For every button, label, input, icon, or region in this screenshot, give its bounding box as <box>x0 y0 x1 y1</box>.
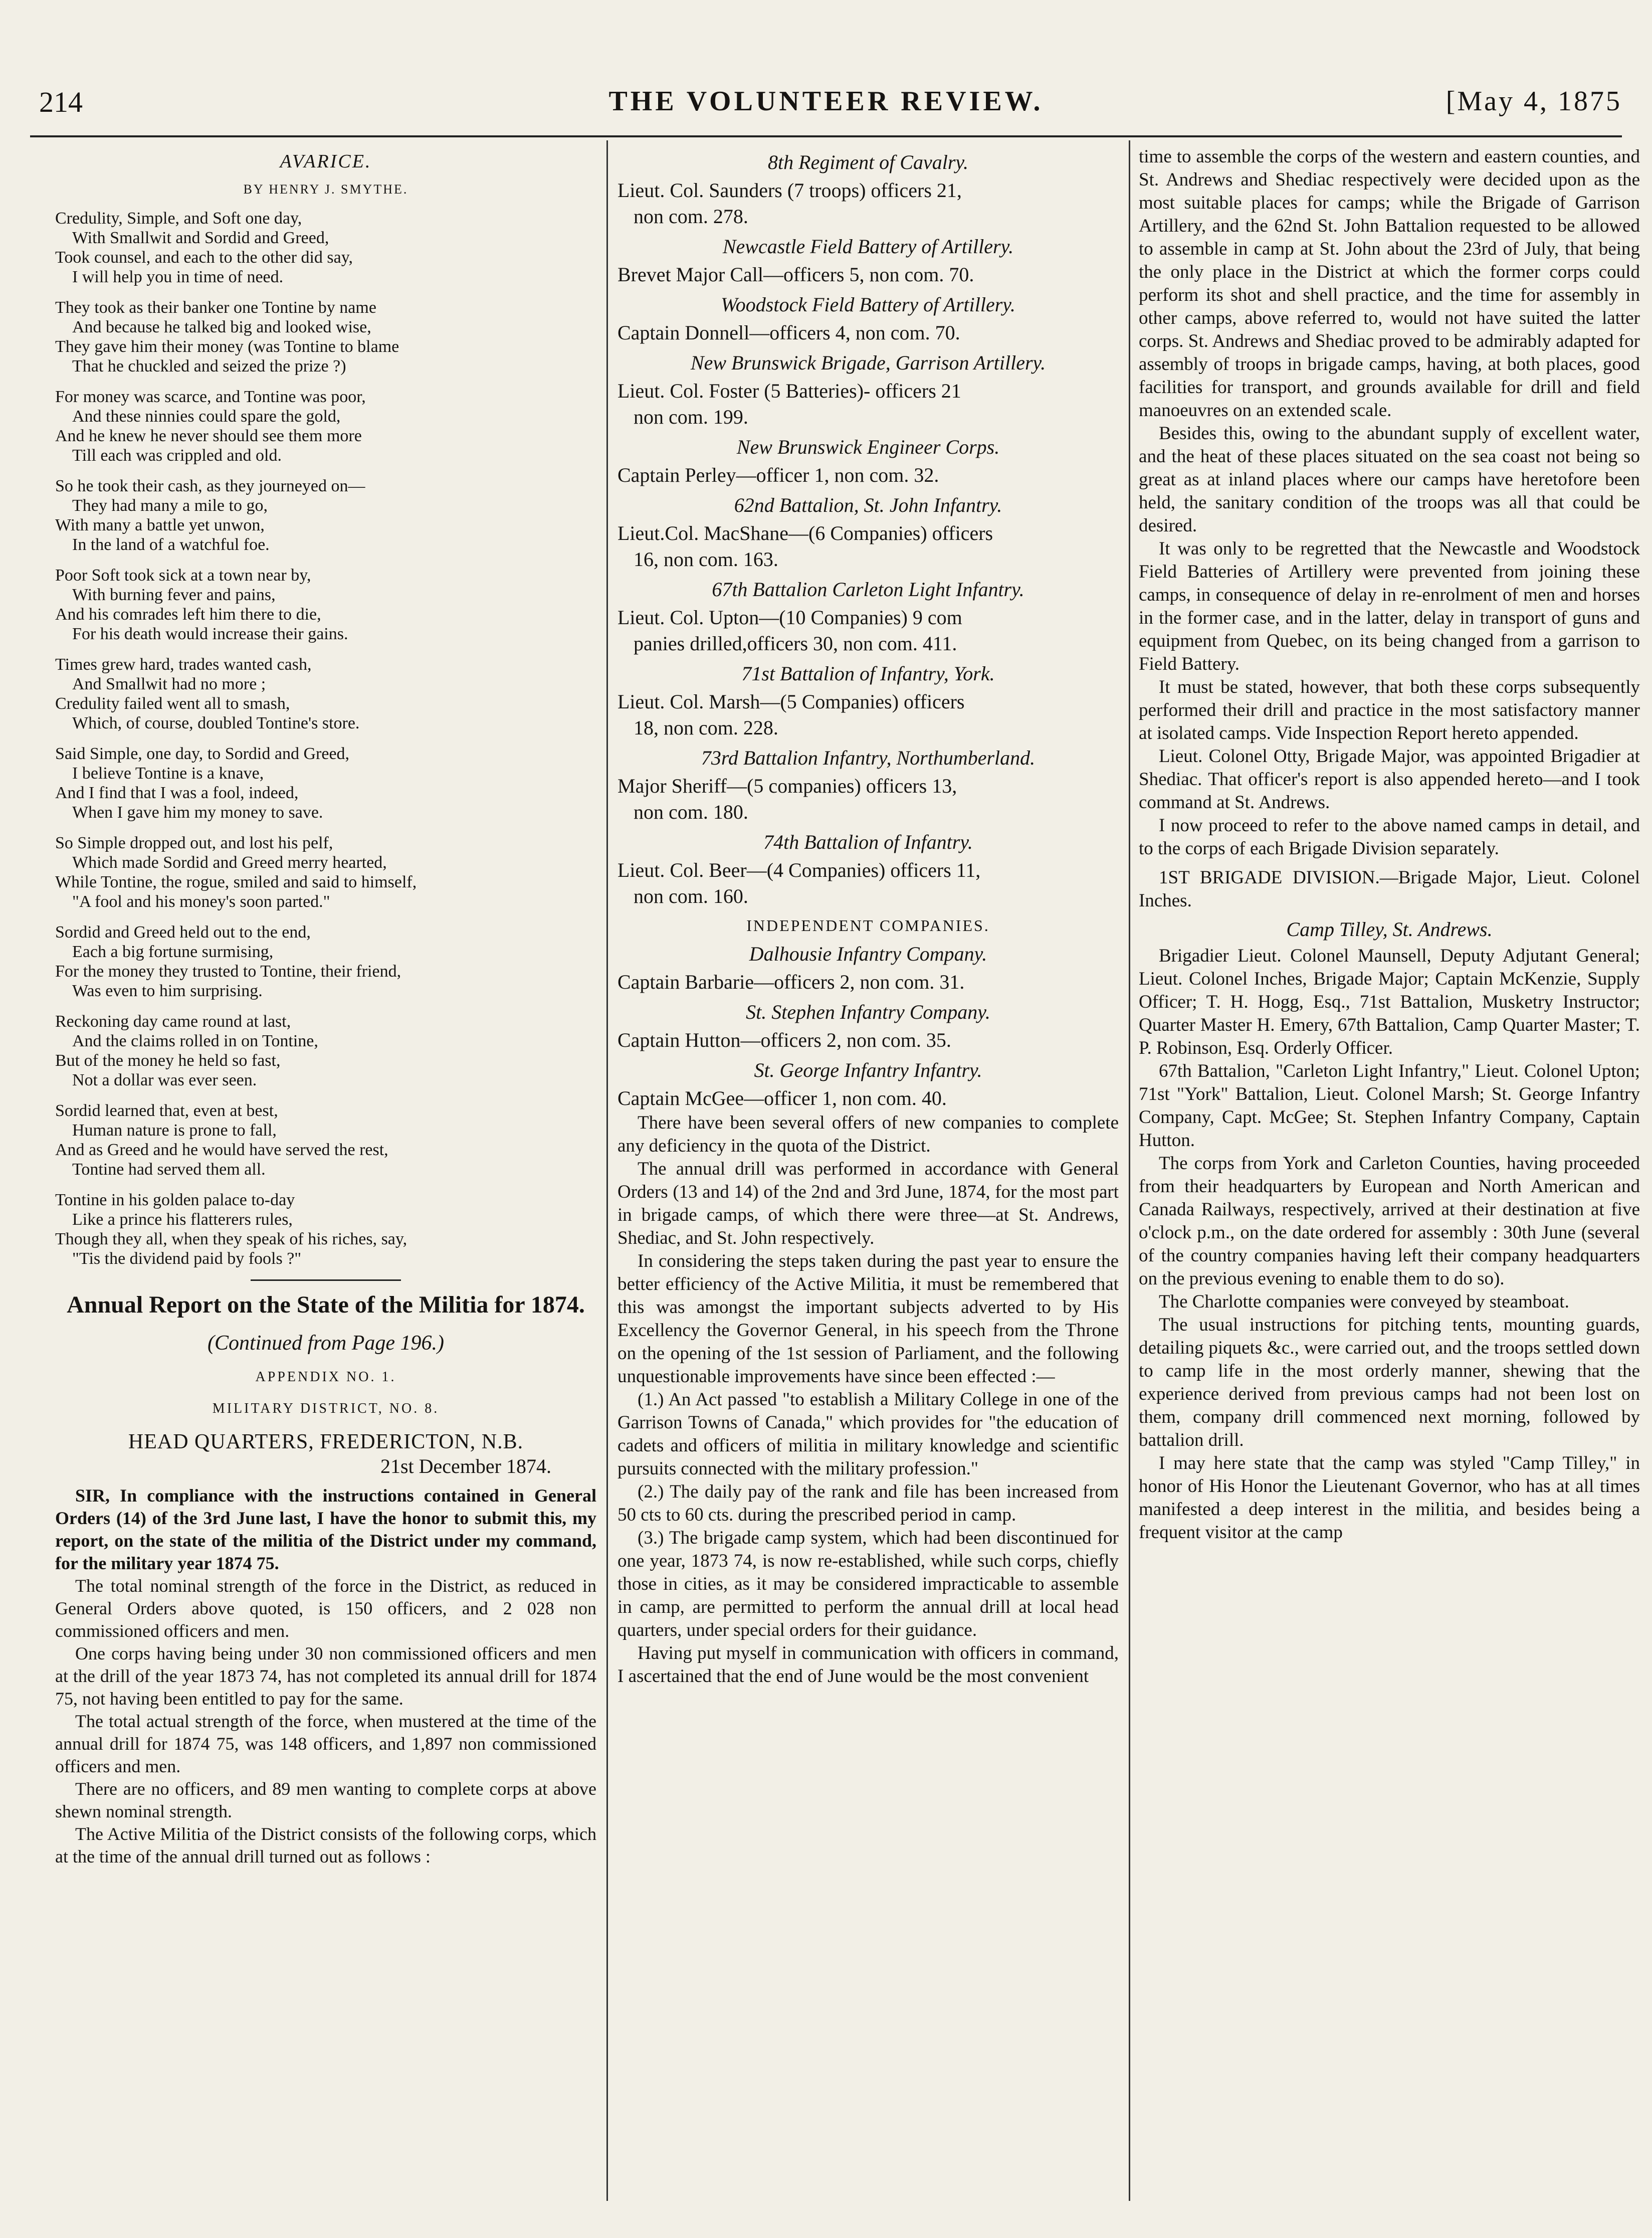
poem-line: Which, of course, doubled Tontine's store. <box>72 714 360 732</box>
column-3 <box>1139 145 1640 2206</box>
report-paragraph: In considering the steps taken during the past year to ensure the better efficiency of the Active Militia, it must be remembered that this was amongst the important subjects adverted to by His Excellency the Governor General, in his speech from the Throne on the opening of the 1st session of Parliament, and the following unquestionable improvements have since been effected :— <box>617 1251 1119 1387</box>
report-paragraph: There are no officers, and 89 men wanting to complete corps at above shewn nominal strength. <box>55 1779 596 1821</box>
poem-stanza <box>55 566 596 644</box>
unit-heading: 71st Battalion of Infantry, York. <box>741 662 995 685</box>
poem-stanza <box>55 1101 596 1179</box>
report-title: Annual Report on the State of the Militia for 1874. <box>67 1291 585 1318</box>
unit-list <box>617 149 1119 909</box>
poem-line: They took as their banker one Tontine by name <box>55 298 376 317</box>
unit-strength: Lieut. Col. Saunders (7 troops) officers 21, <box>617 179 962 202</box>
poem-line: And as Greed and he would have served the rest, <box>55 1141 388 1159</box>
unit-strength: Lieut. Col. Foster (5 Batteries)- officers 21 <box>617 380 961 402</box>
independent-companies-heading: INDEPENDENT COMPANIES. <box>746 916 990 935</box>
poem-line: Like a prince his flatterers rules, <box>72 1210 293 1229</box>
unit-strength: Lieut. Col. Marsh—(5 Companies) officers <box>617 690 965 713</box>
unit-strength: Major Sheriff—(5 companies) officers 13, <box>617 775 957 797</box>
poem-line: They gave him their money (was Tontine to blame <box>55 337 399 356</box>
poem-stanza <box>55 744 596 822</box>
poem-line: With burning fever and pains, <box>72 586 276 604</box>
unit-strength-cont: non com. 199. <box>634 406 748 428</box>
poem-line: Tontine in his golden palace to-day <box>55 1191 295 1209</box>
brigade-division-heading: 1ST BRIGADE DIVISION.—Brigade Major, Lieut. Colonel Inches. <box>1139 867 1640 911</box>
unit-strength-cont: non com. 278. <box>634 205 748 228</box>
poem-line: Sordid learned that, even at best, <box>55 1101 278 1120</box>
poem-line: Said Simple, one day, to Sordid and Greed, <box>55 744 350 763</box>
poem-line: Not a dollar was ever seen. <box>72 1071 257 1089</box>
report-paragraph: (1.) An Act passed "to establish a Military College in one of the Garrison Towns of Canada," which provides for "the education of cadets and officers of militia in military knowledge and scientific pursuits connected with the military profession." <box>617 1389 1119 1479</box>
masthead-title: THE VOLUNTEER REVIEW. <box>608 86 1044 117</box>
report-paragraph: I may here state that the camp was styled "Camp Tilley," in honor of His Honor the Lieutenant Governor, who has at all times manifested a deep interest in the militia, and besides being a frequent visitor at the camp <box>1139 1453 1640 1543</box>
poem-stanza <box>55 387 596 465</box>
unit-strength: Lieut.Col. MacShane—(6 Companies) officers <box>617 522 993 544</box>
poem-line: Which made Sordid and Greed merry hearted, <box>72 853 387 872</box>
unit-strength: Captain Donnell—officers 4, non com. 70. <box>617 321 960 344</box>
poem-line: And Smallwit had no more ; <box>72 675 266 693</box>
report-paragraph: (3.) The brigade camp system, which had been discontinued for one year, 1873 74, is now re-established, while such corps, chiefly those in cities, as it may be considered impracticable to assemble in camp, are permitted to perform the annual drill at local head quarters, under special orders for their guidance. <box>617 1528 1119 1640</box>
poem-line: Till each was crippled and old. <box>72 446 282 465</box>
company-heading: St. Stephen Infantry Company. <box>746 1001 990 1023</box>
report-paragraph: Having put myself in communication with officers in command, I ascertained that the end of June would be the most convenient <box>617 1643 1119 1687</box>
poem-stanza <box>55 1190 596 1268</box>
unit-heading: 67th Battalion Carleton Light Infantry. <box>712 578 1024 601</box>
report-paragraph: The total nominal strength of the force in the District, as reduced in General Orders above quoted, is 150 officers, and 2 028 non commissioned officers and men. <box>55 1576 596 1641</box>
report-paragraph: Brigadier Lieut. Colonel Maunsell, Deputy Adjutant General; Lieut. Colonel Inches, Brigade Major; Captain McKenzie, Supply Officer; T. H. Hogg, Esq., 71st Battalion, Musketry Instructor; Quarter Master H. Emery, 67th Battalion, Camp Quarter Master; T. P. Robinson, Esq. Orderly Officer. <box>1139 946 1640 1058</box>
poem-author: BY HENRY J. SMYTHE. <box>243 182 408 197</box>
poem-line: I will help you in time of need. <box>72 268 284 286</box>
poem-line: And because he talked big and looked wise, <box>72 318 371 336</box>
poem-line: Sordid and Greed held out to the end, <box>55 923 311 942</box>
unit-heading: 74th Battalion of Infantry. <box>763 831 973 853</box>
poem-line: Each a big fortune surmising, <box>72 943 274 961</box>
unit-strength-cont: panies drilled,officers 30, non com. 411. <box>634 632 957 655</box>
poem-stanza <box>55 922 596 1001</box>
company-strength: Captain Hutton—officers 2, non com. 35. <box>617 1029 951 1051</box>
camp-heading: Camp Tilley, St. Andrews. <box>1286 918 1493 941</box>
report-paragraph: The total actual strength of the force, when mustered at the time of the annual drill for 1874 75, was 148 officers, and 1,897 non commissioned officers and men. <box>55 1711 596 1776</box>
poem-line: "Tis the dividend paid by fools ?" <box>72 1249 302 1268</box>
report-paragraph: One corps having being under 30 non commissioned officers and men at the drill of the year 1873 74, has not completed its annual drill for 1874 75, not having been entitled to pay for the same. <box>55 1643 596 1709</box>
report-paragraph: There have been several offers of new companies to complete any deficiency in the quota of the District. <box>617 1112 1119 1156</box>
company-strength: Captain McGee—officer 1, non com. 40. <box>617 1087 947 1109</box>
unit-strength: Brevet Major Call—officers 5, non com. 70. <box>617 263 974 286</box>
unit-strength-cont: non com. 180. <box>634 801 748 823</box>
poem-stanza <box>55 298 596 376</box>
poem-stanza <box>55 1012 596 1090</box>
poem-line: But of the money he held so fast, <box>55 1051 281 1070</box>
unit-heading: 62nd Battalion, St. John Infantry. <box>734 494 1002 516</box>
poem-line: "A fool and his money's soon parted." <box>72 892 330 911</box>
column-divider-1 <box>606 140 608 2201</box>
poem-line: For the money they trusted to Tontine, their friend, <box>55 962 401 981</box>
poem-line: Credulity failed went all to smash, <box>55 694 290 713</box>
poem-line: And I find that I was a fool, indeed, <box>55 784 299 802</box>
company-heading: St. George Infantry Infantry. <box>754 1059 982 1081</box>
poem-line: And he knew he never should see them more <box>55 427 362 445</box>
report-paragraph: (2.) The daily pay of the rank and file has been increased from 50 cts to 60 cts. during the prescribed period in camp. <box>617 1481 1119 1525</box>
report-paragraph: SIR, In compliance with the instructions contained in General Orders (14) of the 3rd June last, I have the honor to submit this, my report, on the state of the militia of the District under my command, for the military year 1874 75. <box>55 1485 596 1573</box>
hq-line: HEAD QUARTERS, FREDERICTON, N.B. <box>128 1430 524 1453</box>
poem-line: I believe Tontine is a knave, <box>72 764 264 783</box>
report-paragraph: 67th Battalion, "Carleton Light Infantry," Lieut. Colonel Upton; 71st "York" Battalion, Lieut. Colonel Marsh; St. George Infantry Company, Capt. McGee; St. Stephen Infantry Company, Captain Hutton. <box>1139 1061 1640 1151</box>
report-paragraph: Besides this, owing to the abundant supply of excellent water, and the heat of these places situated on the sea coast not being so great as at inland places where our camps have heretofore been held, the sanitary condition of the troops was all that could be desired. <box>1139 423 1640 536</box>
continued-note: (Continued from Page 196.) <box>207 1332 445 1355</box>
poem-line: Times grew hard, trades wanted cash, <box>55 655 312 674</box>
poem-line: That he chuckled and seized the prize ?) <box>72 357 346 376</box>
report-paragraph: It must be stated, however, that both these corps subsequently performed their drill and practice in the most satisfactory manner at isolated camps. Vide Inspection Report hereto appended. <box>1139 677 1640 743</box>
poem-line: And these ninnies could spare the gold, <box>72 407 341 426</box>
poem-line: Poor Soft took sick at a town near by, <box>55 566 311 585</box>
poem-line: Though they all, when they speak of his riches, say, <box>55 1230 407 1248</box>
report-paragraph: The Charlotte companies were conveyed by steamboat. <box>1159 1291 1569 1312</box>
report-paragraph: The corps from York and Carleton Counties, having proceeded from their headquarters by European and North American and Canada Railways, respectively, arrived at their destination at five o'clock p.m., on the date ordered for assembly : 30th June (several of the country companies having left their company headquarters on the previous evening to enable them to do so). <box>1139 1153 1640 1289</box>
poem-line: With Smallwit and Sordid and Greed, <box>72 229 329 247</box>
column-2 <box>617 145 1119 2206</box>
poem-line: They had many a mile to go, <box>72 496 268 515</box>
poem-line: Tontine had served them all. <box>72 1160 266 1179</box>
poem-stanza <box>55 209 596 287</box>
company-heading: Dalhousie Infantry Company. <box>749 943 987 965</box>
column-divider-2 <box>1129 140 1130 2201</box>
report-paragraph: I now proceed to refer to the above named camps in detail, and to the corps of each Brigade Division separately. <box>1139 815 1640 859</box>
poem-line: Human nature is prone to fall, <box>72 1121 277 1140</box>
header-rule <box>30 135 1622 137</box>
unit-strength: Captain Perley—officer 1, non com. 32. <box>617 464 939 486</box>
poem-title: AVARICE. <box>280 151 372 172</box>
poem-stanza <box>55 476 596 554</box>
section-rule <box>251 1279 401 1281</box>
unit-strength: Lieut. Col. Upton—(10 Companies) 9 com <box>617 606 962 629</box>
unit-strength-cont: 18, non com. 228. <box>634 716 778 739</box>
report-paragraph: The usual instructions for pitching tents, mounting guards, detailing piquets &c., were carried out, and the troops settled down to camp life in the most orderly manner, shewing that the experience derived from previous camps had not been lost on them, company drill commenced next morning, followed by battalion drill. <box>1139 1315 1640 1450</box>
report-paragraph: The Active Militia of the District consists of the following corps, which at the time of the annual drill turned out as follows : <box>55 1824 596 1867</box>
poem-line: Was even to him surprising. <box>72 982 263 1000</box>
unit-strength: Lieut. Col. Beer—(4 Companies) officers 11, <box>617 859 981 881</box>
report-paragraph: time to assemble the corps of the western and eastern counties, and St. Andrews and Shediac respectively were decided upon as the most suitable places for camps; while the Brigade of Garrison Artillery, and the 62nd St. John Battalion requested to be allowed to assemble in camp at St. John about the 23rd of July, that being the only place in the District at which the former corps could perform its shot and shell practice, and the time for assembly in other camps, above referred to, would not have suited the latter corps. St. Andrews and Shediac proved to be admirably adapted for assembly of troops in brigade camps, having, at both places, good facilities for transport, and grounds available for drill and field manoeuvres on an extended scale. <box>1139 146 1640 421</box>
poem-line: So he took their cash, as they journeyed on— <box>55 477 365 495</box>
unit-heading: 73rd Battalion Infantry, Northumberland. <box>701 747 1036 769</box>
poem-line: Reckoning day came round at last, <box>55 1012 291 1031</box>
poem-stanza <box>55 655 596 733</box>
appendix-label: APPENDIX NO. 1. <box>255 1369 396 1385</box>
poem-line: Credulity, Simple, and Soft one day, <box>55 209 302 228</box>
page-header <box>30 85 1622 155</box>
unit-heading: Woodstock Field Battery of Artillery. <box>721 293 1015 316</box>
poem-line: For his death would increase their gains. <box>72 625 348 643</box>
unit-strength-cont: non com. 160. <box>634 885 748 907</box>
column-1 <box>55 145 596 2206</box>
report-paragraph: Lieut. Colonel Otty, Brigade Major, was appointed Brigadier at Shediac. That officer's report is also appended hereto—and I took command at St. Andrews. <box>1139 746 1640 813</box>
unit-strength-cont: 16, non com. 163. <box>634 548 778 571</box>
poem-line: Took counsel, and each to the other did say, <box>55 248 353 267</box>
issue-date: [May 4, 1875 <box>1446 86 1622 117</box>
report-paragraph: It was only to be regretted that the Newcastle and Woodstock Field Batteries of Artillery were prevented from joining these camps, in consequence of delay in re-enrolment of men and horses in the former case, and in the latter, delay in transport of guns and equipment from Quebec, on its being changed from a garrison to Field Battery. <box>1139 538 1640 674</box>
unit-heading: New Brunswick Engineer Corps. <box>736 436 1000 458</box>
poem-line: With many a battle yet unwon, <box>55 516 265 534</box>
poem-line: While Tontine, the rogue, smiled and said to himself, <box>55 873 417 891</box>
poem-line: And his comrades left him there to die, <box>55 605 321 624</box>
poem-body <box>55 209 596 1268</box>
company-strength: Captain Barbarie—officers 2, non com. 31. <box>617 971 965 993</box>
poem-line: And the claims rolled in on Tontine, <box>72 1032 318 1050</box>
hq-date: 21st December 1874. <box>380 1455 551 1477</box>
poem-line: In the land of a watchful foe. <box>72 535 270 554</box>
poem-stanza <box>55 833 596 911</box>
independent-list <box>617 941 1119 1111</box>
poem-line: For money was scarce, and Tontine was poor, <box>55 388 366 406</box>
poem-line: So Simple dropped out, and lost his pelf, <box>55 834 333 852</box>
unit-heading: 8th Regiment of Cavalry. <box>768 151 968 173</box>
poem-line: When I gave him my money to save. <box>72 803 323 822</box>
page-number: 214 <box>39 86 83 118</box>
unit-heading: Newcastle Field Battery of Artillery. <box>722 235 1014 258</box>
unit-heading: New Brunswick Brigade, Garrison Artillery. <box>690 351 1046 374</box>
report-paragraph: The annual drill was performed in accordance with General Orders (13 and 14) of the 2nd and 3rd June, 1874, for the most part in brigade camps, of which there were three—at St. Andrews, Shediac, and St. John respectively. <box>617 1159 1119 1248</box>
district-label: MILITARY DISTRICT, NO. 8. <box>212 1401 440 1416</box>
